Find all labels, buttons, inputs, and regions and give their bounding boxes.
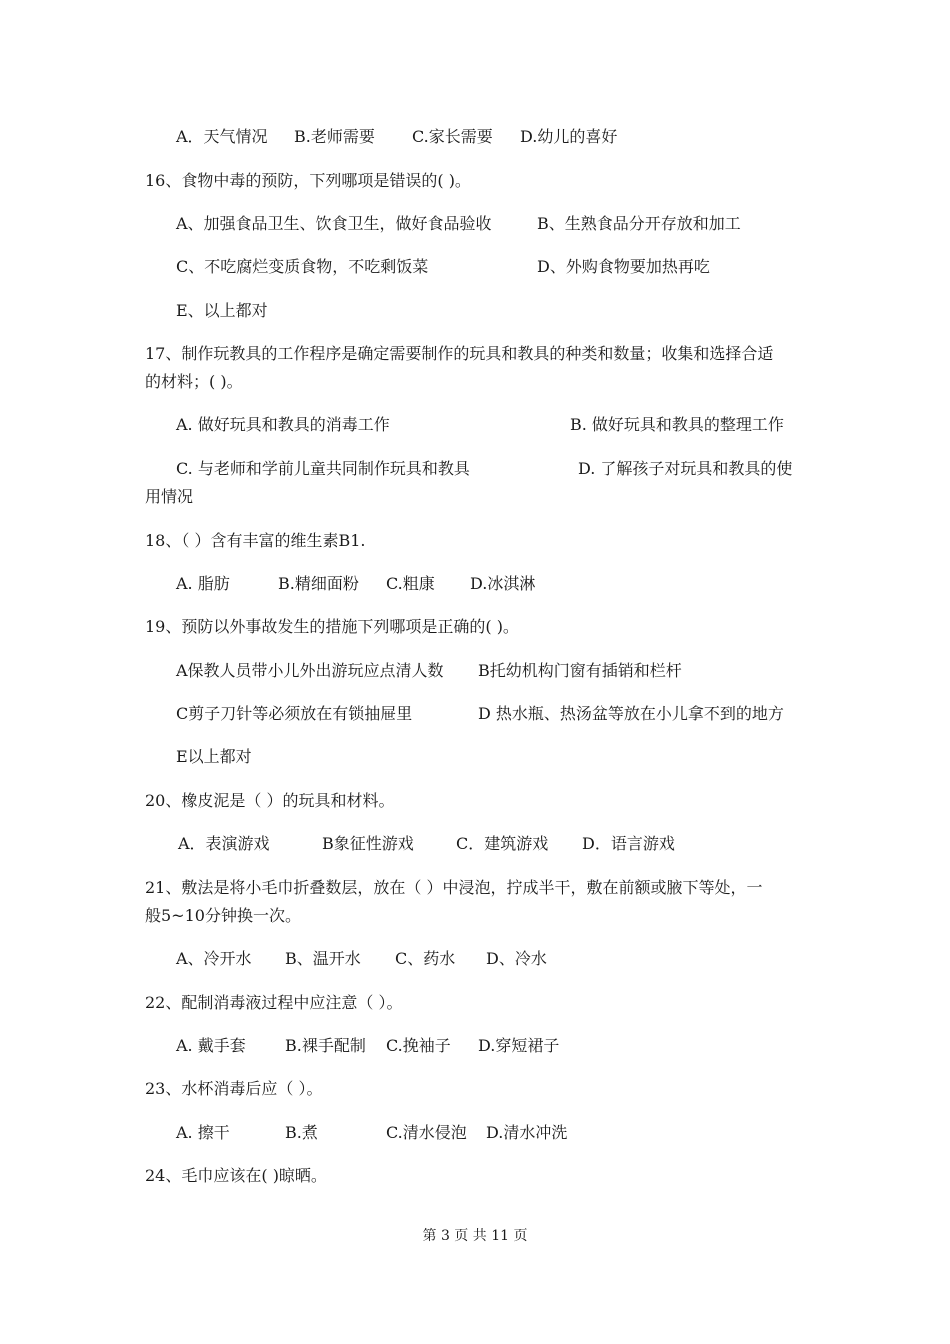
q22-option-b: B.裸手配制 xyxy=(285,1036,366,1055)
page-footer: 第 3 页 共 11 页 xyxy=(422,1228,528,1244)
q19-option-e: E以上都对 xyxy=(176,747,252,766)
q23-option-c: C.清水侵泡 xyxy=(386,1123,467,1142)
q16-stem: 16、食物中毒的预防，下列哪项是错误的( )。 xyxy=(145,171,471,190)
q22-stem: 22、配制消毒液过程中应注意（ ）。 xyxy=(145,993,403,1012)
q21-option-d: D、冷水 xyxy=(486,949,547,968)
q22-option-a: A. 戴手套 xyxy=(176,1036,246,1055)
q20-option-d: D．语言游戏 xyxy=(582,834,675,853)
q17-stem-line1: 17、制作玩教具的工作程序是确定需要制作的玩具和教具的种类和数量；收集和选择合适 xyxy=(145,344,774,363)
q18-stem: 18、（ ）含有丰富的维生素B1. xyxy=(145,531,366,550)
q17-option-a: A. 做好玩具和教具的消毒工作 xyxy=(176,415,390,434)
q21-option-b: B、温开水 xyxy=(285,949,361,968)
q15-option-d: D.幼儿的喜好 xyxy=(520,127,618,146)
q15-option-c: C.家长需要 xyxy=(412,127,493,146)
q19-option-a: A保教人员带小儿外出游玩应点清人数 xyxy=(176,661,444,680)
q15-option-a: A．天气情况 xyxy=(176,127,268,146)
q17-stem-line2: 的材料；( )。 xyxy=(145,372,243,391)
q15-option-b: B.老师需要 xyxy=(294,127,375,146)
q16-option-b: B、生熟食品分开存放和加工 xyxy=(537,214,741,233)
q16-option-c: C、不吃腐烂变质食物，不吃剩饭菜 xyxy=(176,257,429,276)
q17-option-d: D. 了解孩子对玩具和教具的使 xyxy=(578,459,793,478)
q20-option-a: A．表演游戏 xyxy=(178,834,270,853)
q23-option-b: B.煮 xyxy=(285,1123,318,1142)
q18-option-d: D.冰淇淋 xyxy=(470,574,536,593)
q23-stem: 23、水杯消毒后应（ ）。 xyxy=(145,1079,323,1098)
q18-option-c: C.粗康 xyxy=(386,574,435,593)
q18-option-b: B.精细面粉 xyxy=(278,574,359,593)
q17-option-d-continued: 用情况 xyxy=(145,487,194,506)
q17-option-c: C. 与老师和学前儿童共同制作玩具和教具 xyxy=(176,459,470,478)
q16-option-d: D、外购食物要加热再吃 xyxy=(537,257,710,276)
q21-stem-line1: 21、敷法是将小毛巾折叠数层，放在（ ）中浸泡，拧成半干，敷在前额或腋下等处，一 xyxy=(145,878,763,897)
q23-option-a: A. 擦干 xyxy=(176,1123,230,1142)
q19-option-c: C剪子刀针等必须放在有锁抽屉里 xyxy=(176,704,413,723)
q19-option-d: D 热水瓶、热汤盆等放在小儿拿不到的地方 xyxy=(478,704,784,723)
q17-option-b: B. 做好玩具和教具的整理工作 xyxy=(570,415,784,434)
q20-stem: 20、橡皮泥是（ ）的玩具和材料。 xyxy=(145,791,395,810)
q20-option-b: B象征性游戏 xyxy=(322,834,414,853)
q18-option-a: A. 脂肪 xyxy=(176,574,230,593)
q24-stem: 24、毛巾应该在( )晾晒。 xyxy=(145,1166,327,1185)
q21-stem-line2: 般5~10分钟换一次。 xyxy=(145,906,301,925)
q21-option-a: A、冷开水 xyxy=(176,949,252,968)
q21-option-c: C、药水 xyxy=(395,949,456,968)
q19-option-b: B托幼机构门窗有插销和栏杆 xyxy=(478,661,682,680)
q16-option-e: E、以上都对 xyxy=(176,301,268,320)
q16-option-a: A、加强食品卫生、饮食卫生，做好食品验收 xyxy=(176,214,492,233)
q22-option-d: D.穿短裙子 xyxy=(478,1036,560,1055)
q20-option-c: C．建筑游戏 xyxy=(456,834,549,853)
q23-option-d: D.清水冲洗 xyxy=(486,1123,568,1142)
q19-stem: 19、预防以外事故发生的措施下列哪项是正确的( )。 xyxy=(145,617,519,636)
q22-option-c: C.挽袖子 xyxy=(386,1036,451,1055)
